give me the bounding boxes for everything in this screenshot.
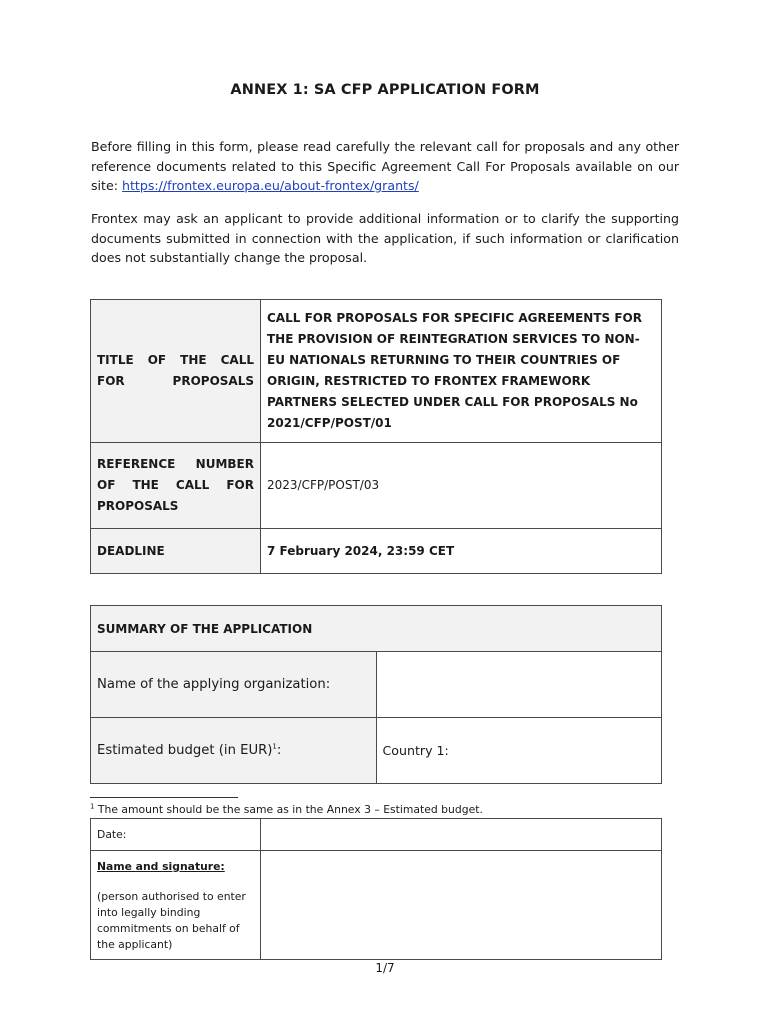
table-row [91,606,662,652]
name-signature-field[interactable] [261,851,662,960]
footnote-divider [90,797,238,798]
reference-number-value: 2023/CFP/POST/03 [261,443,662,529]
name-signature-note: (person authorised to enter into legally binding commitments on behalf of the applicant) [97,890,246,951]
page-number: 1/7 [375,961,395,975]
date-field[interactable] [261,819,662,851]
grants-link[interactable]: https://frontex.europa.eu/about-frontex/grants/ [122,178,419,193]
footnote-number: 1 [90,802,95,811]
footnote-text: The amount should be the same as in the Annex 3 – Estimated budget. [97,803,483,816]
organization-name-field[interactable] [376,652,662,718]
table-row [91,718,662,784]
table-row [91,851,662,960]
summary-header: SUMMARY OF THE APPLICATION [91,606,662,652]
intro-text: Before filling in this form, please read carefully the relevant call for proposals and any other reference documents related to this Specific Agreement Call For Proposals available on our site: [91,139,679,193]
signature-table [90,818,662,960]
date-label: Date: [91,819,261,851]
organization-name-label: Name of the applying organization: [91,652,377,718]
footnote [90,803,483,816]
name-signature-label: Name and signature: [97,860,225,873]
deadline-label: DEADLINE [91,529,261,574]
document-title: ANNEX 1: SA CFP APPLICATION FORM [230,82,540,98]
table-row [91,652,662,718]
call-title-value: CALL FOR PROPOSALS FOR SPECIFIC AGREEMENTS FOR THE PROVISION OF REINTEGRATION SERVICES TO NON-EU NATIONALS RETURNING TO THEIR COUNTRIES OF ORIGIN, RESTRICTED TO FRONTEX FRAMEWORK PARTNERS SELECTED UNDER CALL FOR PROPOSALS No 2021/CFP/POST/01 [261,300,662,443]
call-title-label: TITLE OF THE CALL FOR PROPOSALS [91,300,261,443]
footnote-ref: 1 [272,742,277,751]
table-row [91,819,662,851]
table-row [91,529,662,574]
budget-label-text: Estimated budget (in EUR) [97,743,273,758]
deadline-value: 7 February 2024, 23:59 CET [261,529,662,574]
budget-label-colon: : [276,743,282,758]
table-row [91,300,662,443]
application-summary-table [90,605,662,784]
table-row [91,443,662,529]
name-signature-cell [91,851,261,960]
intro-paragraph [91,137,679,196]
estimated-budget-label [91,718,377,784]
estimated-budget-field[interactable]: Country 1: [376,718,662,784]
reference-number-label: REFERENCE NUMBER OF THE CALL FOR PROPOSALS [91,443,261,529]
info-paragraph: Frontex may ask an applicant to provide additional information or to clarify the supporting documents submitted in connection with the application, if such information or clarification does not substantially change the proposal. [91,211,679,265]
call-info-table [90,299,662,574]
